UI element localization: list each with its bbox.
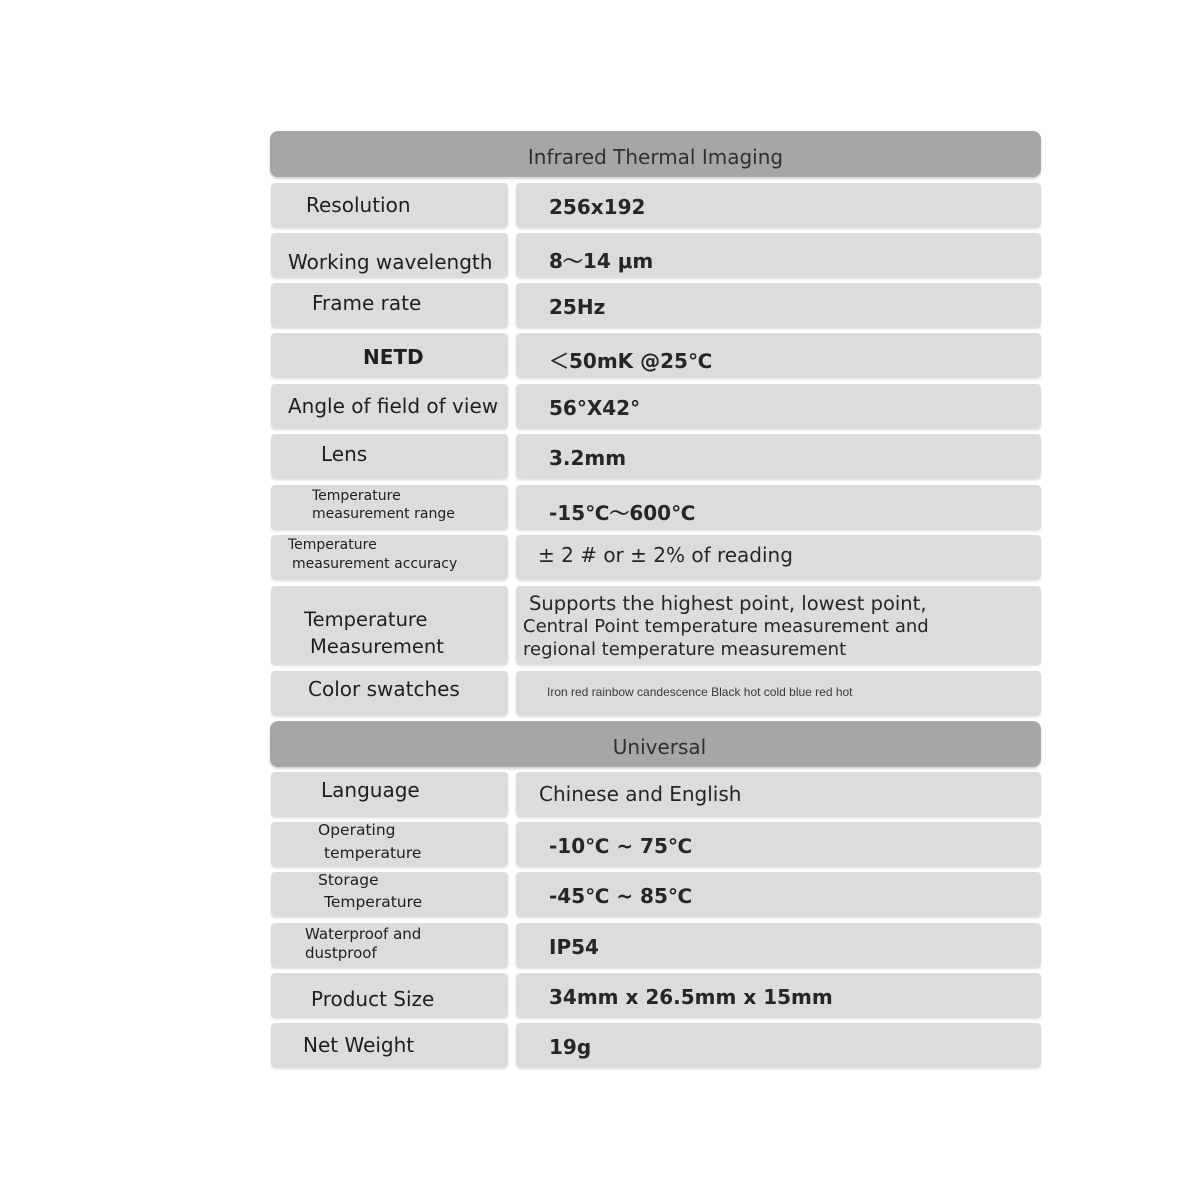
spec-value-line: Central Point temperature measurement and: [523, 616, 929, 637]
spec-value: 256x192: [549, 195, 646, 219]
spec-label: Frame rate: [312, 291, 422, 315]
spec-label: Angle of field of view: [288, 394, 499, 418]
spec-label: Language: [321, 778, 420, 802]
spec-value-cell: [516, 1023, 1041, 1067]
spec-label-cell: [271, 822, 508, 866]
spec-value-cell: [516, 283, 1041, 327]
spec-value-cell: [516, 384, 1041, 428]
spec-label-line: Waterproof and: [305, 925, 422, 943]
spec-value-cell: [516, 183, 1041, 227]
spec-label-cell: [271, 772, 508, 816]
spec-label-line: temperature: [324, 844, 422, 862]
spec-label-cell: [271, 586, 508, 664]
spec-label-cell: [271, 283, 508, 327]
spec-value-cell: [516, 333, 1041, 377]
section-header-universal: [270, 721, 1041, 767]
spec-value-cell: [516, 973, 1041, 1017]
spec-value-cell: [516, 872, 1041, 916]
spec-value-line: regional temperature measurement: [523, 639, 847, 660]
spec-label: Net Weight: [303, 1033, 415, 1057]
spec-label-line: Temperature: [312, 488, 401, 504]
spec-value: 34mm x 26.5mm x 15mm: [549, 985, 833, 1009]
spec-label-line: dustproof: [305, 944, 377, 962]
spec-label-line: Temperature: [324, 893, 423, 911]
spec-label: Resolution: [306, 193, 411, 217]
spec-label-line: Storage: [318, 871, 379, 889]
spec-label-cell: [271, 333, 508, 377]
spec-value-cell: [516, 772, 1041, 816]
section-title: Infrared Thermal Imaging: [527, 145, 784, 169]
spec-value-cell: [516, 586, 1041, 664]
spec-value-cell: [516, 535, 1041, 579]
spec-value: 19g: [549, 1035, 592, 1059]
spec-value: 56°X42°: [549, 396, 641, 420]
section-header-thermal: [270, 131, 1041, 177]
spec-label-cell: [271, 485, 508, 529]
spec-label-cell: [271, 671, 508, 715]
spec-value: -15℃～600℃: [549, 501, 696, 525]
spec-value-cell: [516, 923, 1041, 967]
spec-value: -10℃ ~ 75℃: [549, 834, 693, 858]
spec-value: 8～14 μm: [549, 249, 654, 273]
spec-value-line: Supports the highest point, lowest point,: [529, 592, 927, 615]
spec-label-cell: [271, 434, 508, 478]
spec-value: ± 2 # or ± 2% of reading: [538, 543, 793, 567]
spec-label-line: Measurement: [310, 635, 444, 658]
spec-label-cell: [271, 183, 508, 227]
spec-value-cell: [516, 485, 1041, 529]
spec-value: 3.2mm: [549, 446, 627, 470]
spec-label-line: measurement accuracy: [292, 556, 458, 572]
spec-label-line: Temperature: [304, 608, 428, 631]
spec-label-line: Temperature: [288, 537, 377, 553]
spec-value-cell: [516, 822, 1041, 866]
spec-value: ＜50mK @25℃: [549, 349, 713, 373]
spec-label-cell: [271, 535, 508, 579]
spec-label: Color swatches: [308, 677, 460, 701]
spec-label-cell: [271, 923, 508, 967]
spec-label: Product Size: [311, 987, 435, 1011]
spec-value: 25Hz: [549, 295, 606, 319]
spec-label-cell: [271, 384, 508, 428]
spec-label-line: Operating: [318, 821, 396, 839]
spec-label-cell: [271, 1023, 508, 1067]
spec-value-cell: [516, 434, 1041, 478]
spec-label: Lens: [321, 442, 368, 466]
spec-label-line: measurement range: [312, 506, 455, 522]
spec-label: Working wavelength: [288, 250, 493, 274]
spec-label-cell: [271, 872, 508, 916]
spec-label: NETD: [363, 345, 424, 369]
spec-label-cell: [271, 233, 508, 277]
spec-value: Chinese and English: [539, 782, 742, 806]
spec-label-cell: [271, 973, 508, 1017]
spec-value: -45℃ ~ 85℃: [549, 884, 693, 908]
spec-value-cell: [516, 671, 1041, 715]
spec-value: IP54: [549, 935, 599, 959]
spec-value-cell: [516, 233, 1041, 277]
spec-value: Iron red rainbow candescence Black hot cold blue red hot: [547, 685, 853, 699]
section-title: Universal: [612, 735, 707, 759]
